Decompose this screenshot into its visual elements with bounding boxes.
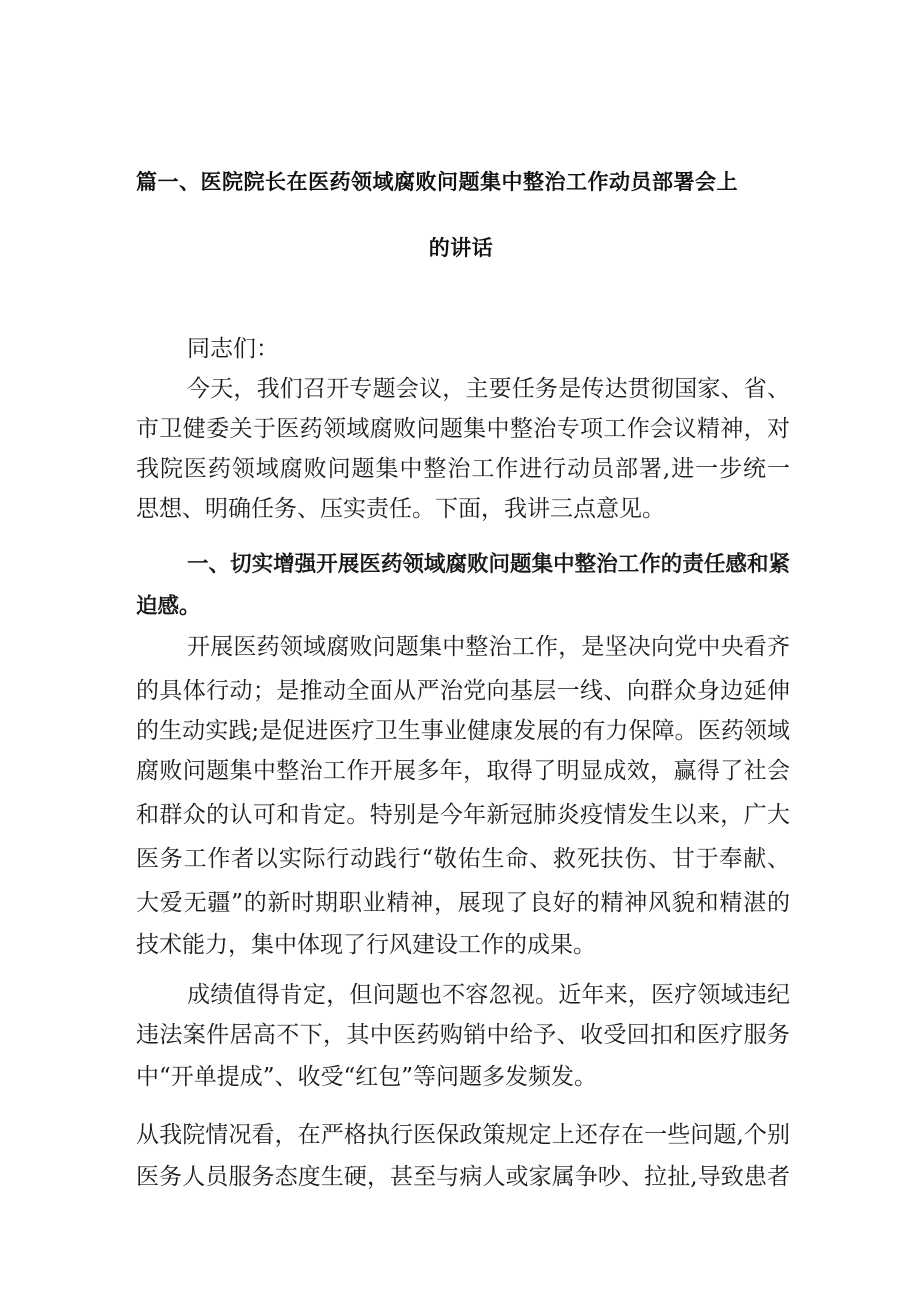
paragraph-4-line: 医务人员服务态度生硬，甚至与病人或家属争吵、拉扯,导致患者 (136, 1164, 790, 1190)
paragraph-3-line: 违法案件居高不下，其中医药购销中给予、收受回扣和医疗服务 (136, 1022, 790, 1048)
salutation: 同志们： (187, 336, 279, 362)
paragraph-3-line: 中“开单提成”、收受“红包”等问题多发频发。 (136, 1064, 598, 1090)
paragraph-2-line: 大爱无疆”的新时期职业精神，展现了良好的精神风貌和精湛的 (136, 890, 790, 916)
paragraph-1-line: 今天，我们召开专题会议，主要任务是传达贯彻国家、省、 (187, 376, 790, 402)
document-title-line-2: 的讲话 (428, 236, 494, 260)
paragraph-2-line: 技术能力，集中体现了行风建设工作的成果。 (136, 932, 596, 958)
paragraph-1-line: 我院医药领域腐败问题集中整治工作进行动员部署,进一步统一 (136, 456, 790, 482)
section-heading-1: 迫感。 (136, 594, 201, 619)
paragraph-3-line: 成绩值得肯定，但问题也不容忽视。近年来，医疗领域违纪 (187, 982, 790, 1008)
paragraph-4-line: 从我院情况看，在严格执行医保政策规定上还存在一些问题,个别 (136, 1122, 790, 1148)
section-heading-1: 一、切实增强开展医药领域腐败问题集中整治工作的责任感和紧 (187, 552, 790, 577)
paragraph-2-line: 开展医药领域腐败问题集中整治工作，是坚决向党中央看齐 (187, 634, 790, 660)
document-title-line-1: 篇一、医院院长在医药领域腐败问题集中整治工作动员部署会上 (136, 170, 738, 194)
paragraph-2-line: 和群众的认可和肯定。特别是今年新冠肺炎疫情发生以来，广大 (136, 802, 790, 828)
paragraph-1-line: 思想、明确任务、压实责任。下面，我讲三点意见。 (136, 496, 665, 522)
paragraph-2-line: 的具体行动；是推动全面从严治党向基层一线、向群众身边延伸 (136, 678, 790, 704)
paragraph-2-line: 医务工作者以实际行动践行“敬佑生命、救死扶伤、甘于奉献、 (136, 846, 790, 872)
paragraph-2-line: 腐败问题集中整治工作开展多年，取得了明显成效，赢得了社会 (136, 758, 790, 784)
paragraph-2-line: 的生动实践;是促进医疗卫生事业健康发展的有力保障。医药领域 (136, 718, 790, 744)
paragraph-1-line: 市卫健委关于医药领域腐败问题集中整治专项工作会议精神，对 (136, 416, 790, 442)
